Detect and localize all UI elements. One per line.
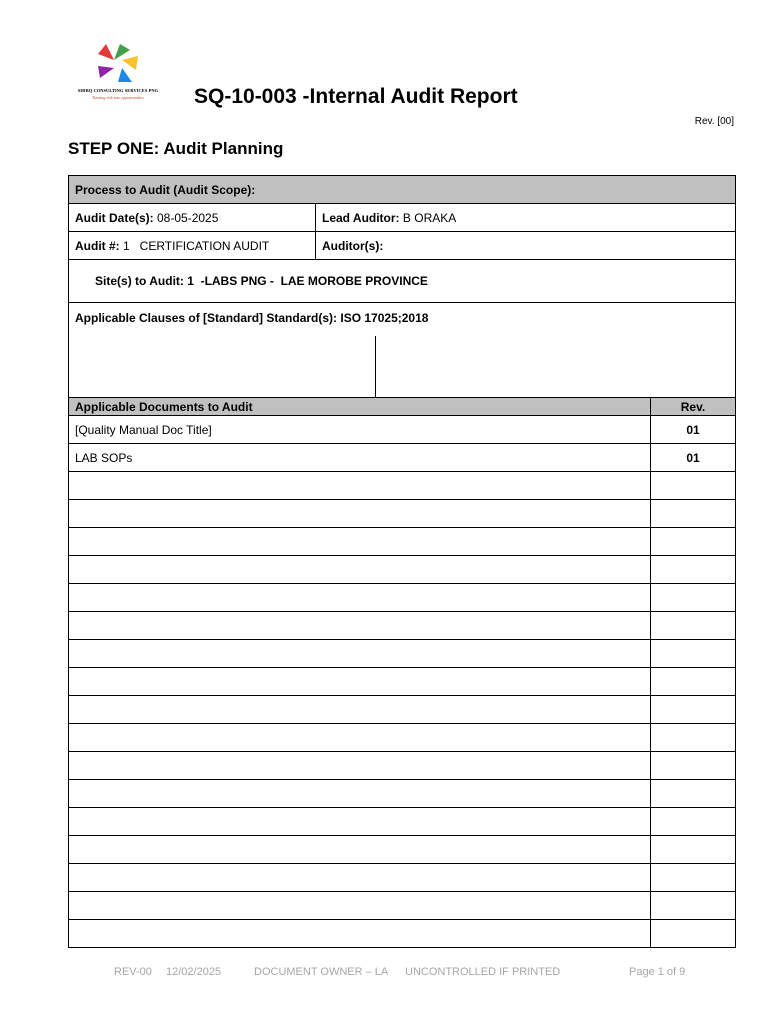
document-title-cell[interactable] <box>69 668 651 696</box>
document-rev-cell[interactable] <box>651 752 736 780</box>
audit-date-label: Audit Date(s): <box>75 210 154 225</box>
audit-scope-label: Process to Audit (Audit Scope): <box>75 182 256 197</box>
footer-date: 12/02/2025 <box>166 966 222 978</box>
document-title-cell[interactable] <box>69 724 651 752</box>
audit-date-row <box>69 204 736 232</box>
document-rev-cell[interactable]: 01 <box>651 444 736 472</box>
audit-planning-table <box>68 175 736 414</box>
revision-label: Rev. [00] <box>694 116 734 127</box>
document-row <box>69 640 736 668</box>
document-title-cell[interactable] <box>69 500 651 528</box>
document-row <box>69 584 736 612</box>
document-rev-cell[interactable] <box>651 500 736 528</box>
document-rev-cell[interactable] <box>651 668 736 696</box>
logo-petals-icon <box>92 42 144 86</box>
document-rev-cell[interactable] <box>651 780 736 808</box>
documents-header: Applicable Documents to Audit <box>69 398 651 416</box>
document-rev-cell[interactable] <box>651 528 736 556</box>
document-row <box>69 864 736 892</box>
document-rev-cell[interactable] <box>651 724 736 752</box>
audit-number-row <box>69 232 736 260</box>
document-row <box>69 556 736 584</box>
document-title-cell[interactable] <box>69 612 651 640</box>
document-rev-cell[interactable] <box>651 892 736 920</box>
document-rev-cell[interactable]: 01 <box>651 416 736 444</box>
document-title-cell[interactable] <box>69 836 651 864</box>
document-rev-cell[interactable] <box>651 836 736 864</box>
document-title-cell[interactable]: [Quality Manual Doc Title] <box>69 416 651 444</box>
document-rev-cell[interactable] <box>651 808 736 836</box>
footer-uncontrolled: UNCONTROLLED IF PRINTED <box>405 966 561 978</box>
auditors-cell[interactable] <box>316 232 736 260</box>
documents-header-row <box>69 398 736 416</box>
document-title-cell[interactable] <box>69 640 651 668</box>
column-divider <box>375 336 376 406</box>
auditors-label: Auditor(s): <box>322 238 384 253</box>
document-row <box>69 892 736 920</box>
document-row <box>69 752 736 780</box>
document-row <box>69 836 736 864</box>
sites-cell[interactable] <box>69 260 736 303</box>
document-rev-cell[interactable] <box>651 612 736 640</box>
audit-number-label: Audit #: <box>75 238 120 253</box>
document-title-cell[interactable] <box>69 808 651 836</box>
clauses-text: Applicable Clauses of [Standard] Standard(s): ISO 17025;2018 <box>75 311 429 325</box>
footer-owner: DOCUMENT OWNER – LA <box>254 966 389 978</box>
company-logo <box>70 42 166 106</box>
document-row <box>69 528 736 556</box>
audit-scope-cell[interactable] <box>69 176 736 204</box>
lead-auditor-cell[interactable] <box>316 204 736 232</box>
footer-rev: REV-00 <box>114 966 152 978</box>
audit-date-value: 08-05-2025 <box>153 210 219 225</box>
document-title-cell[interactable] <box>69 556 651 584</box>
document-rev-cell[interactable] <box>651 696 736 724</box>
applicable-documents-table <box>68 397 736 948</box>
document-rev-cell[interactable] <box>651 556 736 584</box>
document-rev-cell[interactable] <box>651 584 736 612</box>
document-row <box>69 920 736 948</box>
document-title-cell[interactable] <box>69 528 651 556</box>
footer-page-number: Page 1 of 9 <box>629 966 686 978</box>
document-row <box>69 696 736 724</box>
company-name: SHIBQ CONSULTING SERVICES PNG <box>77 88 159 93</box>
document-title-cell[interactable] <box>69 920 651 948</box>
document-row <box>69 808 736 836</box>
lead-auditor-label: Lead Auditor: <box>322 210 400 225</box>
document-rev-cell[interactable] <box>651 472 736 500</box>
sites-text: Site(s) to Audit: 1 -LABS PNG - LAE MOROBE PROVINCE <box>95 274 428 288</box>
step-heading: STEP ONE: Audit Planning <box>68 139 284 158</box>
document-title-cell[interactable] <box>69 752 651 780</box>
document-row <box>69 668 736 696</box>
document-row <box>69 416 736 444</box>
document-rev-cell[interactable] <box>651 864 736 892</box>
company-tagline: Turning risk into opportunities <box>92 95 144 100</box>
document-row <box>69 724 736 752</box>
document-title-cell[interactable] <box>69 864 651 892</box>
document-title-cell[interactable] <box>69 472 651 500</box>
rev-header: Rev. <box>651 398 736 416</box>
document-row <box>69 780 736 808</box>
audit-scope-row <box>69 176 736 204</box>
document-title-cell[interactable] <box>69 892 651 920</box>
lead-auditor-value: B ORAKA <box>399 210 457 225</box>
audit-date-cell[interactable] <box>69 204 316 232</box>
audit-number-cell[interactable] <box>69 232 316 260</box>
document-row <box>69 472 736 500</box>
document-title-cell[interactable] <box>69 584 651 612</box>
sites-row <box>69 260 736 303</box>
document-title-cell[interactable] <box>69 696 651 724</box>
document-row <box>69 500 736 528</box>
document-title-cell[interactable] <box>69 780 651 808</box>
document-title-cell[interactable]: LAB SOPs <box>69 444 651 472</box>
document-rev-cell[interactable] <box>651 920 736 948</box>
document-rev-cell[interactable] <box>651 640 736 668</box>
document-row <box>69 444 736 472</box>
document-row <box>69 612 736 640</box>
audit-number-value: 1 CERTIFICATION AUDIT <box>119 238 270 253</box>
document-title: SQ-10-003 -Internal Audit Report <box>194 85 518 108</box>
